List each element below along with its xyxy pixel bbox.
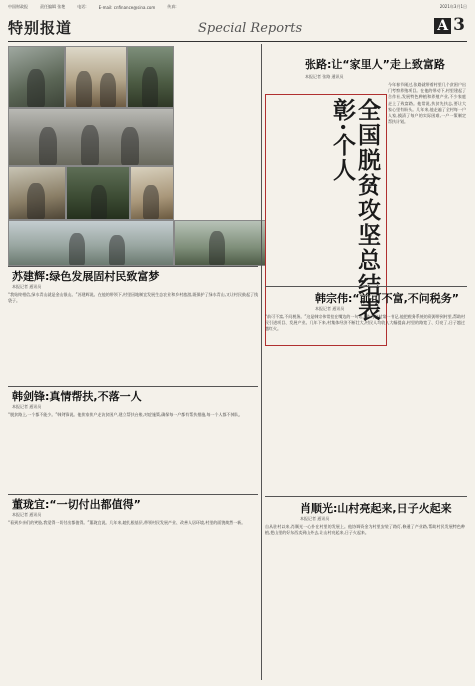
masthead-paper: 中国财政报 (8, 4, 28, 9)
page-letter: A (434, 18, 451, 34)
page-digit: 3 (453, 15, 465, 35)
article-2-byline: 本报记者 通讯员 (315, 306, 345, 311)
section-header (8, 11, 467, 42)
section-title: 特别报道 (8, 19, 73, 37)
photo-villagers (8, 46, 65, 108)
photo-field-visit (127, 46, 174, 108)
article-5-body: “脱贫路上,一个都不能少。”韩剑锋说。他挨家挨户走访贫困户,建立帮扶台账,对症施策,确保每一户都有帮扶措施,每一个人都不掉队。 (8, 412, 243, 417)
divider-2 (8, 386, 258, 387)
article-3-headline: 苏建辉:绿色发展固村民致富梦 (12, 270, 160, 283)
divider-5 (265, 496, 467, 497)
photo-greenhouse-wide (8, 220, 174, 266)
article-6-body: “看到乡亲们的笑脸,我觉得一切付出都值得。”董珑宜说。几年来,她扎根基层,带领村民发展产业、改善人居环境,村里的面貌焕然一新。 (8, 520, 246, 525)
masthead-line (8, 3, 467, 11)
article-2-headline: 韩宗伟:“前可不富,不问税务” (315, 292, 460, 305)
photo-household-visit (8, 166, 66, 220)
photo-team (8, 108, 174, 166)
masthead-date: 2021年3月1日 (439, 4, 467, 9)
article-1-headline: 张路:让“家里人”走上致富路 (305, 58, 445, 71)
article-4-body: 自从驻村以来,肖顺光一心扑在村里的发展上。他协调资金为村里安装了路灯,修通了产业路,帮助村民发展特色种植,把山里的好东西卖到山外去,让山村亮起来,日子火起来。 (265, 524, 465, 536)
article-5-byline: 本报记者 通讯员 (12, 404, 42, 409)
page-number (434, 15, 465, 35)
article-5-headline: 韩剑锋:真情帮扶,不落一人 (12, 390, 142, 403)
divider-4 (265, 286, 467, 287)
article-3-body: “我始终相信,绿水青山就是金山银山。”苏建辉说。在他的带领下,村里因地制宜发展生态农业和乡村旅游,既保护了绿水青山,又让村民鼓起了钱袋子。 (8, 292, 258, 304)
article-6-headline: 董珑宜:“一切付出都值得” (12, 498, 141, 511)
masthead-editor: 责任编辑 张艳 (40, 4, 66, 9)
masthead-email: E-mail: cnfinance@sina.com (98, 4, 156, 10)
section-title-en: Special Reports (198, 21, 303, 36)
article-1-body: 今年春节刚过,张路就带着村里几个贫困户出门考察养殖项目。在他的带动下,村里建起了合作社,发展特色种植和养殖产业,不少家庭走上了致富路。他常说,扶贫先扶志,要让大家心里有盼头。几年来,他走遍了全村每一户人家,摸清了每户的实际困难,一户一策制定帮扶计划。 (388, 82, 466, 125)
masthead-fax: 传真: (167, 4, 177, 9)
article-2-body: “前可不富,不问税务。”这是韩宗伟常挂在嘴边的一句话。作为驻村第一书记,他把税务系统的资源带到村里,帮助村民引进项目、发展产业。几年下来,村集体经济不断壮大,村民人均收入大幅提高,村里的路宽了、灯亮了,日子越过越红火。 (265, 314, 465, 332)
photo-orchard (174, 220, 266, 266)
article-4-headline: 肖顺光:山村亮起来,日子火起来 (300, 502, 452, 515)
photo-family (65, 46, 127, 108)
photo-elderly (130, 166, 174, 220)
column-divider (261, 44, 262, 680)
divider-3 (8, 494, 258, 495)
article-6-byline: 本报记者 通讯员 (12, 512, 42, 517)
article-1-byline: 本报记者 张路 通讯员 (305, 74, 344, 79)
masthead-phone: 电话: (77, 4, 87, 9)
feature-title: 全国脱贫攻坚总结表彰·个人 (329, 98, 381, 323)
divider-1 (8, 266, 258, 267)
article-3-byline: 本报记者 通讯员 (12, 284, 42, 289)
article-4-byline: 本报记者 通讯员 (300, 516, 330, 521)
photo-greenhouse (66, 166, 130, 220)
